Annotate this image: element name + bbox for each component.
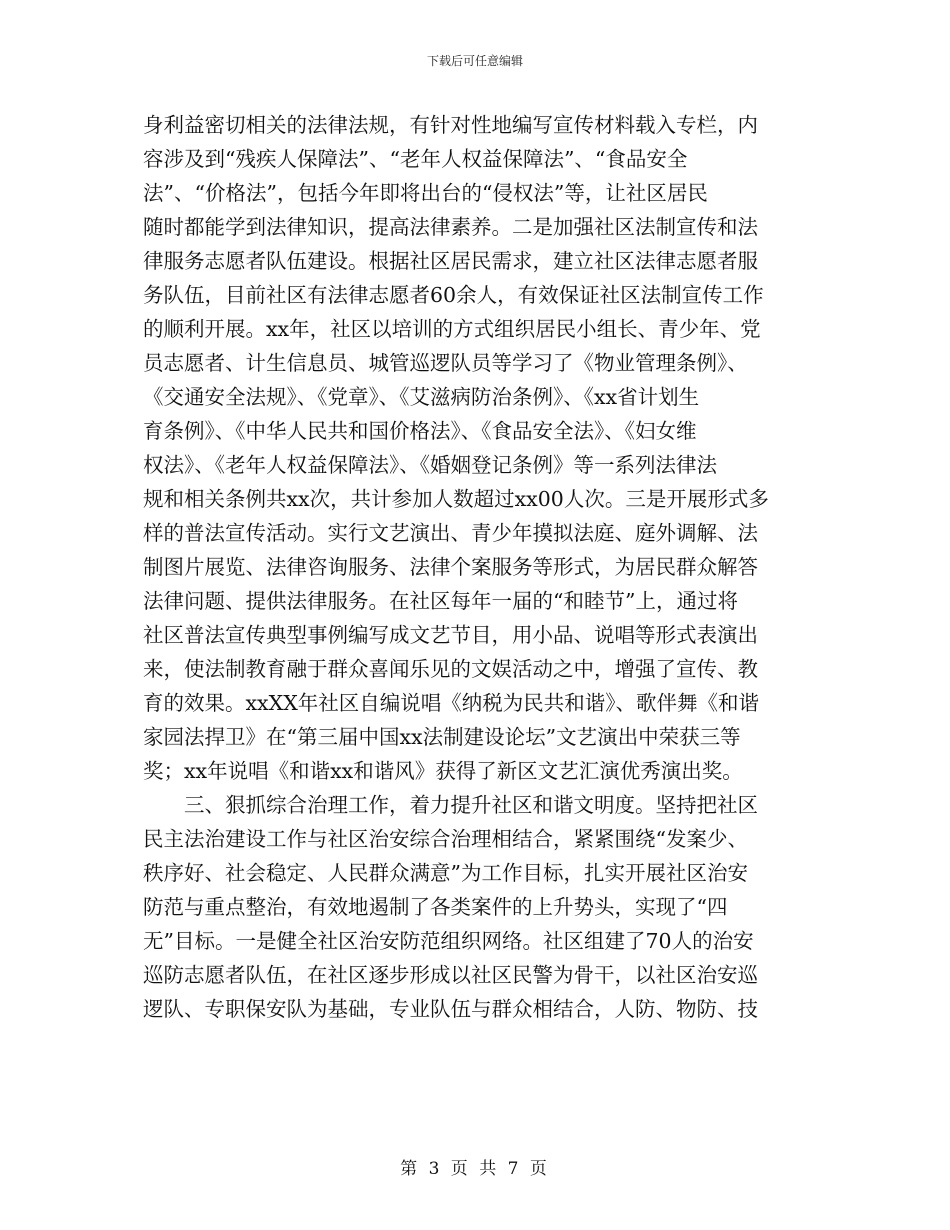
text-line: 身利益密切相关的法律法规，有针对性地编写宣传材料载入专栏，内 [143,113,758,137]
text-line: 法”、“价格法”，包括今年即将出台的“侵权法”等，让社区居民 [143,181,708,205]
text-line: 随时都能学到法律知识，提高法律素养。二是加强社区法制宣传和法 [143,215,758,239]
text-line: 奖；xx年说唱《和谐xx和谐风》获得了新区文艺汇演优秀演出奖。 [143,759,743,783]
text-line: 社区普法宣传典型事例编写成文艺节目，用小品、说唱等形式表演出 [143,623,758,647]
text-line: 秩序好、社会稳定、人民群众满意”为工作目标，扎实开展社区治安 [143,861,748,885]
text-line: 《交通安全法规》、《党章》、《艾滋病防治条例》、《xx省计划生 [143,385,700,409]
text-line: 巡防志愿者队伍，在社区逐步形成以社区民警为骨干，以社区治安巡 [143,963,758,987]
text-line: 员志愿者、计生信息员、城管巡逻队员等学习了《物业管理条例》、 [143,351,748,375]
text-line: 育的效果。xxXX年社区自编说唱《纳税为民共和谐》、歌伴舞《和谐 [143,691,760,715]
text-line: 来，使法制教育融于群众喜闻乐见的文娱活动之中，增强了宣传、教 [143,657,758,681]
text-line: 防范与重点整治，有效地遏制了各类案件的上升势头，实现了“四 [143,895,728,919]
text-line: 样的普法宣传活动。实行文艺演出、青少年摸拟法庭、庭外调解、法 [143,521,758,545]
text-line: 的顺利开展。xx年，社区以培训的方式组织居民小组长、青少年、党 [143,317,761,341]
text-line: 逻队、专职保安队为基础，专业队伍与群众相结合，人防、物防、技 [143,997,758,1021]
page-header: 下载后可任意编辑 [426,54,523,68]
paragraph-start-line: 三、狠抓综合治理工作，着力提升社区和谐文明度。坚持把社区 [184,793,758,817]
text-line: 规和相关条例共xx次，共计参加人数超过xx00人次。三是开展形式多 [143,487,769,511]
page-number-footer: 第 3 页 共 7 页 [400,1159,550,1179]
text-line: 家园法捍卫》在“第三届中国xx法制建设论坛”文艺演出中荣获三等 [143,725,741,749]
text-line: 民主法治建设工作与社区治安综合治理相结合，紧紧围绕“发案少、 [143,827,748,851]
text-line: 律服务志愿者队伍建设。根据社区居民需求，建立社区法律志愿者服 [143,249,758,273]
text-line: 权法》、《老年人权益保障法》、《婚姻登记条例》等一系列法律法 [143,453,717,477]
document-body [143,108,815,1026]
text-line: 务队伍，目前社区有法律志愿者60余人，有效保证社区法制宣传工作 [143,283,764,307]
text-line: 育条例》、《中华人民共和国价格法》、《食品安全法》、《妇女维 [143,419,697,443]
text-line: 无”目标。一是健全社区治安防范组织网络。社区组建了70人的治安 [143,929,754,953]
text-line: 法律问题、提供法律服务。在社区每年一届的“和睦节”上，通过将 [143,589,738,613]
text-line: 制图片展览、法律咨询服务、法律个案服务等形式，为居民群众解答 [143,555,758,579]
text-line: 容涉及到“残疾人保障法”、“老年人权益保障法”、“食品安全 [143,147,688,171]
